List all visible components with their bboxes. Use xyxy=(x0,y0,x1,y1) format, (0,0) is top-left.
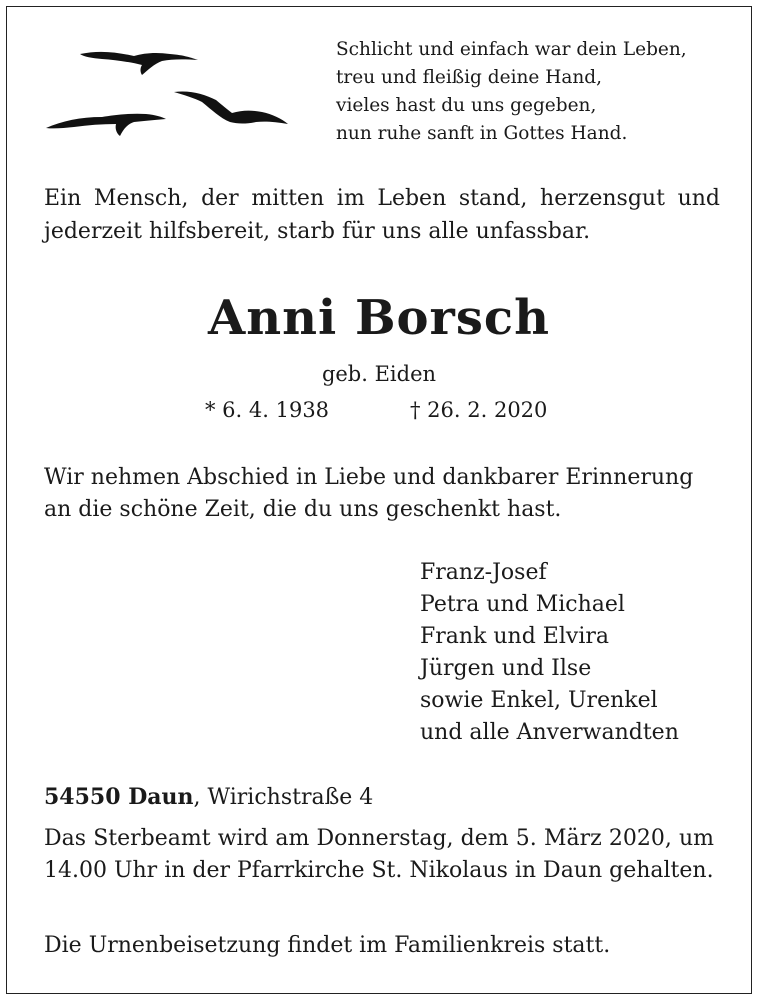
family-member: sowie Enkel, Urenkel xyxy=(420,688,658,713)
poem-line: vieles hast du uns gegeben, xyxy=(336,95,597,116)
address-street: , Wirichstraße 4 xyxy=(193,785,374,810)
family-member: Petra und Michael xyxy=(420,592,625,617)
family-member: Jürgen und Ilse xyxy=(420,656,592,681)
death-date: † 26. 2. 2020 xyxy=(410,398,548,422)
birth-date: * 6. 4. 1938 xyxy=(205,398,330,422)
family-member: Franz-Josef xyxy=(420,560,547,585)
birds-icon xyxy=(44,40,294,145)
family-member: und alle Anverwandten xyxy=(420,720,679,745)
family-list xyxy=(420,557,679,749)
poem-line: Schlicht und einfach war dein Leben, xyxy=(336,39,687,60)
farewell-text: Wir nehmen Abschied in Liebe und dankbarer Erinnerung an die schöne Zeit, die du uns geschenkt hast. xyxy=(44,465,694,522)
urn-info: Die Urnenbeisetzung findet im Familienkreis statt. xyxy=(44,933,611,958)
poem xyxy=(336,36,687,148)
family-member: Frank und Elvira xyxy=(420,624,609,649)
address xyxy=(44,781,373,814)
address-city: 54550 Daun xyxy=(44,784,194,810)
service-info: Das Sterbeamt wird am Donnerstag, dem 5. März 2020, um 14.00 Uhr in der Pfarrkirche St. Nikolaus in Daun gehalten. xyxy=(44,826,714,883)
deceased-name: Anni Borsch xyxy=(207,290,550,346)
bird-icon xyxy=(80,52,198,75)
poem-line: treu und fleißig deine Hand, xyxy=(336,67,603,88)
poem-line: nun ruhe sanft in Gottes Hand. xyxy=(336,123,628,144)
bird-icon xyxy=(174,91,288,124)
maiden-name: geb. Eiden xyxy=(321,362,437,386)
intro-text: Ein Mensch, der mitten im Leben stand, herzensgut und jederzeit hilfsbereit, starb für uns alle unfassbar. xyxy=(44,186,720,244)
bird-icon xyxy=(46,114,166,136)
